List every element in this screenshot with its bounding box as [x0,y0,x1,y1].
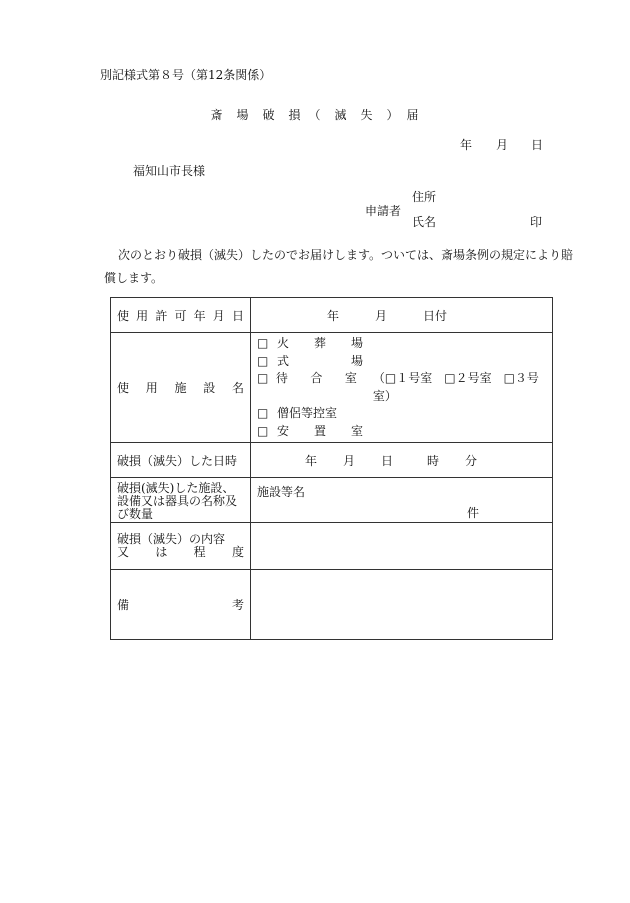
facility-option-priest-room[interactable] [257,405,552,423]
row-remarks [111,570,553,640]
addressee: 福知山市長様 [133,164,206,178]
facility-label [111,333,251,443]
remarks-field[interactable] [251,570,553,640]
damage-year-label: 年 [305,453,318,468]
permit-date-field[interactable] [251,298,553,333]
declaration-text: 次のとおり破損（滅失）したのでお届けします。ついては、斎場条例の規定により賠償します。 [104,248,574,285]
document-title: 斎 場 破 損 （ 滅 失 ） 届 [210,108,420,122]
waiting-room-numbers[interactable]: （□１号室 □２号室 □３号室） [372,371,539,403]
seal-mark: 印 [530,215,543,229]
damage-day-label: 日 [381,453,394,468]
damage-datetime-label: 破損（滅失）した日時 [111,443,251,478]
damage-minute-label: 分 [465,453,478,468]
row-damage-datetime [111,443,553,478]
address-label: 住所 [412,190,437,204]
damage-hour-label: 時 [427,453,440,468]
item-description-field[interactable] [251,478,553,523]
facility-option-ceremony-hall[interactable]: □ 式 場 [257,353,552,371]
permit-month-label: 月 [375,308,388,323]
applicant-label: 申請者 [365,204,402,218]
facility-options [251,333,553,443]
permit-year-label: 年 [327,308,340,323]
checkbox-icon[interactable]: □ [257,371,269,385]
row-content [111,523,553,570]
name-label: 氏名 [412,215,437,229]
remarks-label-text: 備 考 [117,598,244,612]
checkbox-icon[interactable]: □ [257,336,269,350]
permit-date-label [111,298,251,333]
permit-day-label: 日付 [423,308,448,323]
item-description-label [111,478,251,523]
content-label-line1: 破損（滅失）の内容 [117,532,226,546]
facility-option-repose-room[interactable]: □ 安 置 室 [257,423,552,441]
row-facility [111,333,553,443]
item-description-label-line1: 破損(滅失)した施設、 [117,481,235,495]
damage-datetime-field[interactable] [251,443,553,478]
damage-month-label: 月 [343,453,356,468]
content-label [111,523,251,570]
date-day-label: 日 [531,138,544,152]
remarks-label [111,570,251,640]
facility-name-label: 施設等名 [257,485,306,499]
count-unit-label: 件 [467,506,480,520]
priest-room-label: 僧侶等控室 [277,406,338,420]
facility-option-waiting-room[interactable]: □ 待 合 室 （□１号室 □２号室 □３号室） [257,370,552,405]
facility-option-crematorium[interactable]: □ 火 葬 場 [257,335,552,353]
facility-label-text: 使 用 施 設 名 [117,381,244,395]
permit-date-label-text: 使 用 許 可 年 月 日 [117,308,244,323]
date-year-label: 年 [460,138,473,152]
row-permit-date [111,298,553,333]
checkbox-icon[interactable]: □ [257,353,269,368]
report-form-table [110,297,553,640]
row-item-description [111,478,553,523]
item-description-label-line2: 設備又は器具の名称及 [117,494,238,508]
checkbox-icon[interactable]: □ [257,406,269,420]
date-month-label: 月 [496,138,509,152]
form-reference: 別記様式第８号（第12条関係） [100,68,272,82]
checkbox-icon[interactable]: □ [257,423,269,438]
item-description-label-line3: び数量 [117,507,154,521]
content-label-line2: 又 は 程 度 [117,545,244,559]
content-field[interactable] [251,523,553,570]
